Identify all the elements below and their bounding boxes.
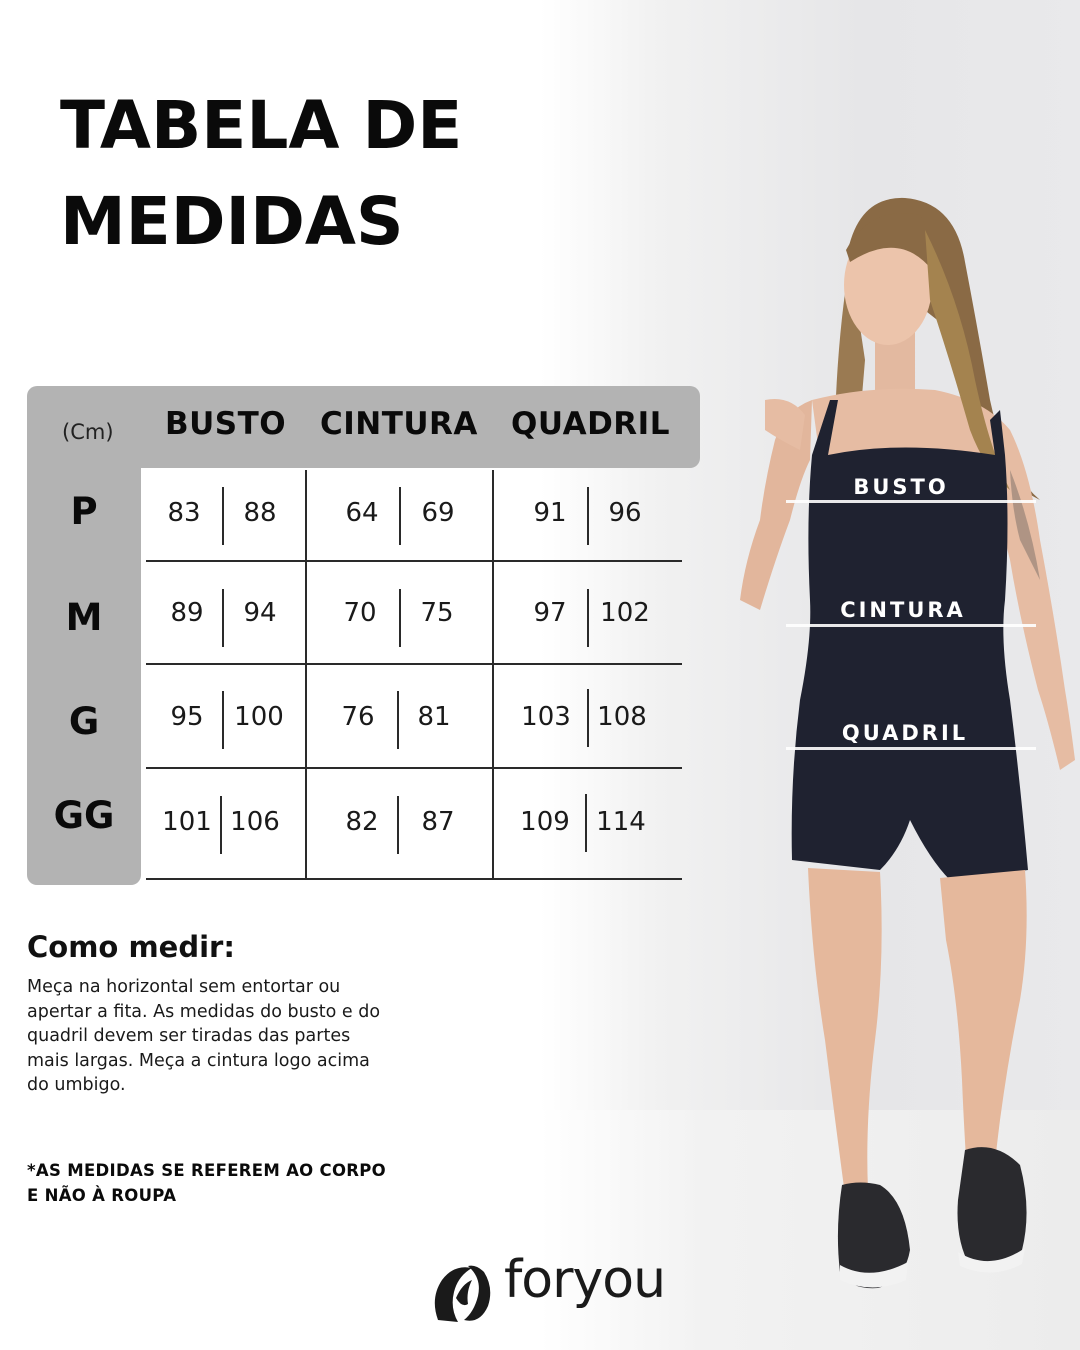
range-divider xyxy=(397,796,399,854)
range-divider xyxy=(587,487,589,545)
range-divider xyxy=(399,589,401,647)
body-label-quadril: QUADRIL xyxy=(841,721,969,745)
cell-p-quadril-max: 96 xyxy=(608,498,642,528)
unit-label: (Cm) xyxy=(62,420,114,444)
cell-g-cintura-max: 81 xyxy=(417,702,451,732)
cell-g-cintura-min: 76 xyxy=(341,702,375,732)
body-line-cintura xyxy=(786,624,1036,627)
column-divider xyxy=(305,470,307,880)
body-label-cintura: CINTURA xyxy=(840,598,966,622)
range-divider xyxy=(222,487,224,545)
measurement-note xyxy=(27,1158,407,1208)
column-header-busto: BUSTO xyxy=(165,406,287,442)
cell-gg-busto-max: 106 xyxy=(230,807,280,837)
cell-p-cintura-min: 64 xyxy=(345,498,379,528)
row-divider xyxy=(146,560,682,562)
cell-gg-cintura-max: 87 xyxy=(421,807,455,837)
cell-p-busto-min: 83 xyxy=(167,498,201,528)
cell-gg-busto-min: 101 xyxy=(162,807,212,837)
range-divider xyxy=(222,589,224,647)
cell-g-quadril-max: 108 xyxy=(597,702,647,732)
size-label-gg: GG xyxy=(53,794,115,837)
cell-p-quadril-min: 91 xyxy=(533,498,567,528)
cell-p-cintura-max: 69 xyxy=(421,498,455,528)
measurement-note-line-2: E NÃO À ROUPA xyxy=(27,1186,177,1205)
cell-gg-quadril-min: 109 xyxy=(520,807,570,837)
how-to-measure-text: Meça na horizontal sem entortar ou apertar a fita. As medidas do busto e do quadril devem ser tiradas das partes mais largas. Meça a cintura logo acima do umbigo. xyxy=(27,977,381,1095)
size-label-g: G xyxy=(68,700,100,743)
cell-m-quadril-min: 97 xyxy=(533,598,567,628)
column-header-cintura: CINTURA xyxy=(320,406,478,442)
column-divider xyxy=(492,470,494,878)
row-divider xyxy=(146,878,682,880)
body-line-busto xyxy=(786,500,1036,503)
brand-logo-text: foryou xyxy=(504,1250,666,1310)
how-to-measure-title: Como medir: xyxy=(27,930,235,964)
row-divider xyxy=(146,663,682,665)
cell-m-busto-max: 94 xyxy=(243,598,277,628)
row-divider xyxy=(146,767,682,769)
cell-g-busto-max: 100 xyxy=(234,702,284,732)
cell-p-busto-max: 88 xyxy=(243,498,277,528)
cell-m-busto-min: 89 xyxy=(170,598,204,628)
column-header-quadril: QUADRIL xyxy=(511,406,670,442)
page-title xyxy=(60,78,580,270)
size-label-m: M xyxy=(65,596,103,639)
cell-gg-quadril-max: 114 xyxy=(596,807,646,837)
size-label-p: P xyxy=(70,490,98,533)
cell-g-busto-min: 95 xyxy=(170,702,204,732)
measurement-note-line-1: *AS MEDIDAS SE REFEREM AO CORPO xyxy=(27,1161,387,1180)
range-divider xyxy=(399,487,401,545)
cell-m-cintura-max: 75 xyxy=(420,598,454,628)
cell-m-cintura-min: 70 xyxy=(343,598,377,628)
cell-gg-cintura-min: 82 xyxy=(345,807,379,837)
range-divider xyxy=(587,589,589,647)
body-label-busto: BUSTO xyxy=(853,475,949,499)
body-line-quadril xyxy=(786,747,1036,750)
cell-m-quadril-max: 102 xyxy=(600,598,650,628)
page-title-line-1: TABELA DE xyxy=(60,87,463,164)
page-title-line-2: MEDIDAS xyxy=(60,183,404,260)
cell-g-quadril-min: 103 xyxy=(521,702,571,732)
